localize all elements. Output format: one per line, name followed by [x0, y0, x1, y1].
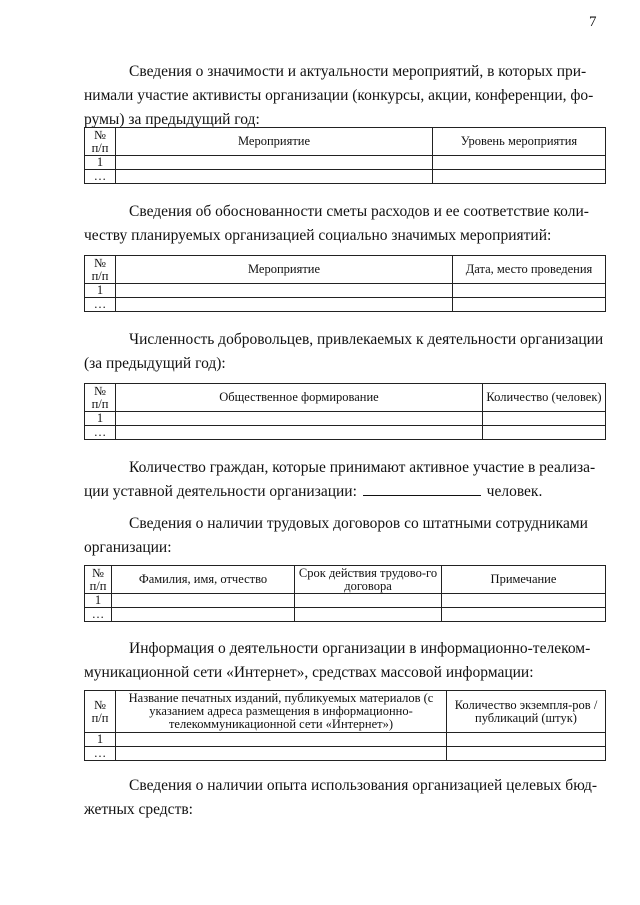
table-cell: [483, 412, 606, 426]
table-cell: [112, 608, 295, 622]
header-note: Примечание: [442, 566, 606, 594]
row-number: 1: [85, 594, 112, 608]
header-contract-term: Срок действия трудово-го договора: [295, 566, 442, 594]
header-number: № п/п: [85, 566, 112, 594]
table-cell: [442, 594, 606, 608]
table-cell: [483, 426, 606, 440]
table-cell: [442, 608, 606, 622]
header-date-place: Дата, место проведения: [453, 256, 606, 284]
paragraph-volunteers: [84, 328, 604, 376]
paragraph-employment-contracts: [84, 512, 600, 560]
text-line: нимали участие активисты организации (конкурсы, акции, конференции, фо-: [84, 87, 594, 104]
text-line: организации:: [84, 539, 172, 556]
table-cell: [116, 426, 483, 440]
table-cell: [453, 284, 606, 298]
row-number: …: [85, 170, 116, 184]
row-number: …: [85, 298, 116, 312]
text-fragment: ции уставной деятельности организации:: [84, 483, 357, 500]
text-line: Сведения о наличии трудовых договоров со штатными сотрудниками: [129, 515, 588, 532]
text-line: Численность добровольцев, привлекаемых к деятельности организации: [129, 331, 604, 348]
text-line: (за предыдущий год):: [84, 355, 226, 372]
text-line: Количество граждан, которые принимают активное участие в реализа-: [129, 459, 596, 476]
header-level: Уровень мероприятия: [433, 128, 606, 156]
header-event: Мероприятие: [116, 128, 433, 156]
table-cell: [116, 747, 447, 761]
row-number: …: [85, 747, 116, 761]
budget-events-table: [84, 255, 606, 312]
employment-contracts-table: [84, 565, 606, 622]
table-cell: [116, 412, 483, 426]
text-line: Сведения о значимости и актуальности мероприятий, в которых при-: [129, 63, 587, 80]
text-line: жетных средств:: [84, 801, 193, 818]
header-public-formation: Общественное формирование: [116, 384, 483, 412]
header-count: Количество (человек): [483, 384, 606, 412]
row-number: 1: [85, 284, 116, 298]
table-cell: [116, 298, 453, 312]
table-cell: [433, 156, 606, 170]
header-number: № п/п: [85, 256, 116, 284]
table-cell: [116, 284, 453, 298]
media-publications-table: [84, 690, 606, 761]
header-number: № п/п: [85, 384, 116, 412]
table-cell: [433, 170, 606, 184]
paragraph-active-citizens: [84, 456, 600, 504]
text-line: Информация о деятельности организации в информационно-телеком-: [129, 640, 591, 657]
row-number: 1: [85, 733, 116, 747]
paragraph-budget-funds-experience: [84, 774, 600, 822]
table-cell: [116, 170, 433, 184]
table-cell: [295, 608, 442, 622]
row-number: 1: [85, 412, 116, 426]
table-cell: [447, 747, 606, 761]
table-cell: [453, 298, 606, 312]
text-line: честву планируемых организацией социально значимых мероприятий:: [84, 227, 552, 244]
table-cell: [112, 594, 295, 608]
text-line: Сведения о наличии опыта использования организацией целевых бюд-: [129, 777, 598, 794]
table-cell: [295, 594, 442, 608]
row-number: …: [85, 426, 116, 440]
events-significance-table: [84, 127, 606, 184]
header-event: Мероприятие: [116, 256, 453, 284]
header-number: № п/п: [85, 691, 116, 733]
header-number: № п/п: [85, 128, 116, 156]
paragraph-budget-justification: [84, 200, 600, 248]
header-copies-count: Количество экземпля-ров / публикаций (штук): [447, 691, 606, 733]
header-publication-title: Название печатных изданий, публикуемых материалов (с указанием адреса размещения в информационно-телекоммуникационной сети «Интернет»): [116, 691, 447, 733]
paragraph-event-significance: [84, 60, 600, 132]
header-full-name: Фамилия, имя, отчество: [112, 566, 295, 594]
text-line: муникационной сети «Интернет», средствах массовой информации:: [84, 664, 534, 681]
fill-in-blank: [363, 481, 481, 496]
page-number: 7: [589, 14, 597, 30]
text-line: [84, 480, 600, 504]
paragraph-internet-media: [84, 637, 600, 685]
text-line: румы) за предыдущий год:: [84, 111, 260, 128]
row-number: 1: [85, 156, 116, 170]
text-fragment: человек.: [486, 483, 543, 500]
row-number: …: [85, 608, 112, 622]
volunteers-table: [84, 383, 606, 440]
table-cell: [116, 156, 433, 170]
table-cell: [447, 733, 606, 747]
table-cell: [116, 733, 447, 747]
text-line: Сведения об обоснованности сметы расходов и ее соответствие коли-: [129, 203, 589, 220]
